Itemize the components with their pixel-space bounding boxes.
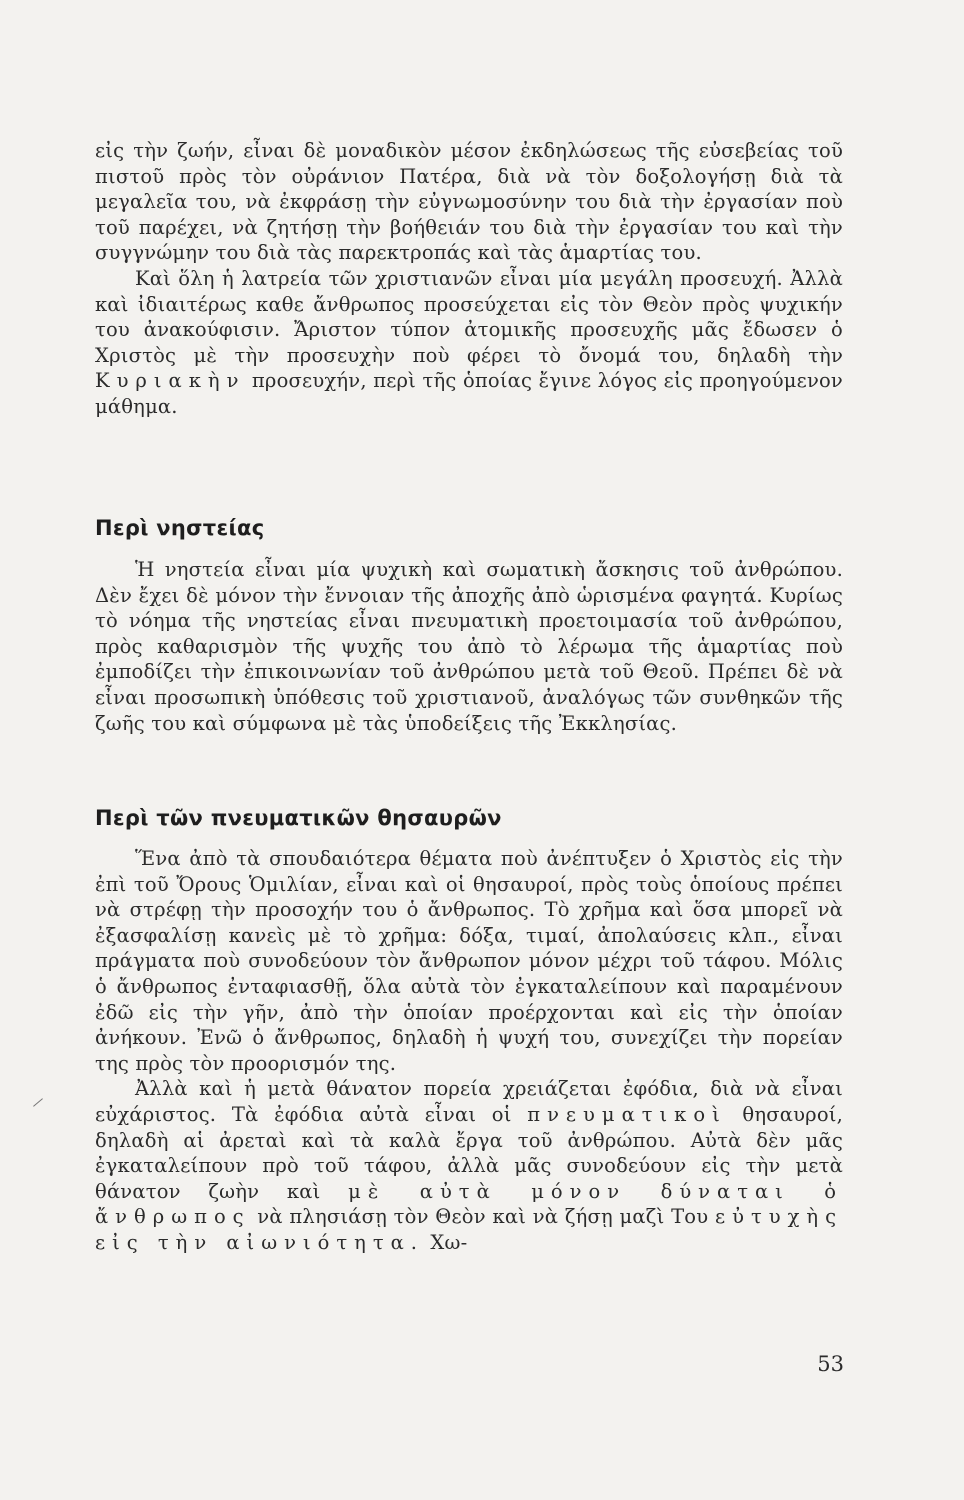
paragraph-lords-prayer-text-end: προσευχήν, περὶ τῆς ὁποίας ἔγινε λόγος εἰς προηγούμενον μάθημα. (95, 369, 843, 418)
paragraph-fasting: Ἡ νηστεία εἶναι μία ψυχικὴ καὶ σωματικὴ ἄσκησις τοῦ ἀνθρώπου. Δὲν ἔχει δὲ μόνον τὴν ἔννοιαν τῆς ἀποχῆς ἀπὸ ὡρισμένα φαγητά. Κυρίως τὸ νόημα τῆς νηστείας εἶναι πνευματικὴ προετοιμασία τοῦ ἀνθρώπου, πρὸς καθαρισμὸν τῆς ψυχῆς του ἀπὸ τὸ λέρωμα τῆς ἁμαρτίας ποὺ ἐμποδίζει τὴν ἐπικοινωνίαν τοῦ ἀνθρώπου μετὰ τοῦ Θεοῦ. Πρέπει δὲ νὰ εἶναι προσωπικὴ ὑπόθεσις τοῦ χριστιανοῦ, ἀναλόγως τῶν συνθηκῶν τῆς ζωῆς του καὶ σύμφωνα μὲ τὰς ὑποδείξεις τῆς Ἐκκλησίας. (95, 558, 843, 735)
heading-fasting: Περὶ νηστείας (95, 516, 265, 540)
provisions-text-2: θησαυροί, δηλαδὴ αἱ ἀρεταὶ καὶ τὰ καλὰ ἔργα τοῦ ἀνθρώπου. Αὐτὰ δὲν μᾶς ἐγκαταλείπουν πρὸ τοῦ τάφου, ἀλλὰ μᾶς συνοδεύουν εἰς τὴν μετὰ θάνατον ζωὴν καὶ (95, 1102, 844, 1203)
paragraph-lords-prayer (95, 266, 843, 420)
paragraph-spiritual-provisions (95, 1076, 843, 1255)
margin-pencil-mark (33, 1098, 43, 1106)
emphasis-kyriaki: Κυριακὴν (95, 369, 246, 393)
emphasis-spiritual: πνευματικοὶ (527, 1102, 727, 1126)
emphasis-only-with-these: μὲ αὐτὰ μόνον δύναται ὁ ἄνθρωπος (95, 1179, 844, 1229)
paragraph-lords-prayer-text-start: Καὶ ὅλη ἡ λατρεία τῶν χριστιανῶν εἶναι μία μεγάλη προσευχή. Ἀλλὰ καὶ ἰδιαιτέρως καθε ἄνθρωπος προσεύχεται εἰς τὸν Θεὸν πρὸς ψυχικήν του ἀνακούφισιν. Ἄριστον τύπον ἀτομικῆς προσευχῆς μᾶς ἔδωσεν ὁ Χριστὸς μὲ τὴν προσευχὴν ποὺ φέρει τὸ ὄνομά του, δηλαδὴ τὴν (95, 266, 843, 367)
provisions-text-3: νὰ πλησιάσῃ τὸν Θεὸν καὶ νὰ ζήσῃ μαζὶ Του (257, 1205, 709, 1229)
emphasis-happy-eternity: εὐτυχὴς εἰς τὴν αἰωνιότητα. (95, 1205, 844, 1254)
provisions-text-1: Ἀλλὰ καὶ ἡ μετὰ θάνατον πορεία χρειάζεται ἐφόδια, διὰ νὰ εἶναι εὐχάριστος. Τὰ ἐφόδια αὐτὰ εἶναι οἱ (95, 1077, 843, 1126)
page-number: 53 (817, 1352, 844, 1376)
provisions-text-4: Χω- (430, 1230, 468, 1254)
paragraph-treasures: Ἕνα ἀπὸ τὰ σπουδαιότερα θέματα ποὺ ἀνέπτυξεν ὁ Χριστὸς εἰς τὴν ἐπὶ τοῦ Ὄρους Ὁμιλίαν, εἶναι καὶ οἱ θησαυροί, πρὸς τοὺς ὁποίους πρέπει νὰ στρέφῃ τὴν προσοχήν του ὁ ἄνθρωπος. Τὸ χρῆμα καὶ ὅσα μπορεῖ νὰ ἐξασφαλίσῃ κανεὶς μὲ τὸ χρῆμα: δόξα, τιμαί, ἀπολαύσεις κλπ., εἶναι πράγματα ποὺ συνοδεύουν τὸν ἄνθρωπον μόνον μέχρι τοῦ τάφου. Μόλις ὁ ἄνθρωπος ἐνταφιασθῇ, ὅλα αὐτὰ τὸν ἐγκαταλείπουν καὶ παραμένουν ἐδῶ εἰς τὴν γῆν, ἀπὸ τὴν ὁποίαν προέρχονται καὶ εἰς τὴν ὁποίαν ἀνήκουν. Ἐνῶ ὁ ἄνθρωπος, δηλαδὴ ἡ ψυχή του, συνεχίζει τὴν πορείαν της πρὸς τὸν προορισμόν της. (95, 847, 843, 1075)
heading-spiritual-treasures: Περὶ τῶν πνευματικῶν θησαυρῶν (95, 806, 502, 830)
text-section-fasting (95, 557, 843, 736)
text-section-prayer (95, 138, 843, 420)
paragraph-prayer-continued: εἰς τὴν ζωήν, εἶναι δὲ μοναδικὸν μέσον ἐκδηλώσεως τῆς εὐσεβείας τοῦ πιστοῦ πρὸς τὸν οὐράνιον Πατέρα, διὰ νὰ τὸν δοξολογήσῃ διὰ τὰ μεγαλεῖα του, νὰ ἐκφράσῃ τὴν εὐγνωμοσύνην του διὰ τὴν ἐργασίαν ποὺ τοῦ παρέχει, νὰ ζητήσῃ τὴν βοήθειάν του διὰ τὴν ἐργασίαν του καὶ τὴν συγγνώμην του διὰ τὰς παρεκτροπάς καὶ τὰς ἁμαρτίας του. (95, 139, 843, 265)
text-section-treasures (95, 846, 843, 1256)
